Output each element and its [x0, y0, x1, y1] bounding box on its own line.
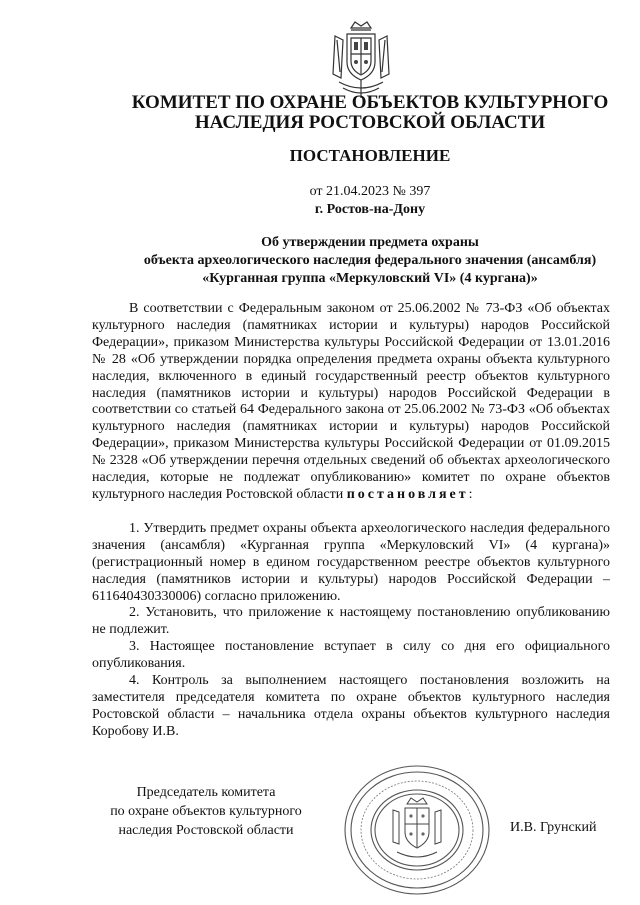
signatory-name: И.В. Грунский — [510, 820, 597, 835]
item-4-paragraph: 4. Контроль за выполнением настоящего постановления возложить на заместителя председателя комитета по охране объектов культурного наследия Ростовской области – начальника отдела охраны объектов культурного наследия Коробову И.В. — [92, 673, 610, 739]
signatory-title-line2: по охране объектов культурного — [110, 804, 302, 819]
preamble-text: В соответствии с Федеральным законом от 25.06.2002 № 73-ФЗ «Об объектах культурного наследия (памятниках истории и культуры) народов Российской Федерации», приказом Министерства культуры Российской Федерации от 13.01.2016 № 28 «Об утверждении порядка определения предмета охраны объекта культурного наследия, включенного в единый государственный реестр объектов культурного наследия (памятников истории и культуры) народов Российской Федерации в соответствии со статьей 64 Федерального закона от 25.06.2002 № 73-ФЗ «Об объектах культурного наследия (памятниках истории и культуры) народов Российской Федерации», приказом Министерства культуры Российской Федерации от 01.09.2015 № 2328 «Об утверждении перечня отдельных сведений об объектах археологического наследия, которые не подлежат опубликованию» комитет по охране объектов культурного наследия Ростовской области — [92, 301, 610, 502]
document-date-number: от 21.04.2023 № 397 — [309, 184, 431, 199]
item-3-paragraph: 3. Настоящее постановление вступает в силу со дня его официального опубликования. — [92, 639, 610, 672]
organization-name-line2: НАСЛЕДИЯ РОСТОВСКОЙ ОБЛАСТИ — [194, 112, 546, 133]
subject-line1: Об утверждении предмета охраны — [261, 235, 479, 250]
item-2-paragraph: 2. Установить, что приложение к настоящему постановлению опубликованию не подлежит. — [92, 605, 610, 638]
subject-line3: «Курганная группа «Меркуловский VI» (4 кургана)» — [202, 271, 538, 286]
organization-name-line1: КОМИТЕТ ПО ОХРАНЕ ОБЪЕКТОВ КУЛЬТУРНОГО — [131, 92, 609, 113]
decree-colon: : — [468, 486, 473, 502]
document-city: г. Ростов-на-Дону — [314, 202, 426, 217]
subject-line2: объекта археологического наследия федерального значения (ансамбля) — [143, 253, 597, 268]
coat-of-arms-icon — [325, 18, 397, 102]
preamble-paragraph — [92, 301, 610, 504]
item-1-paragraph: 1. Утвердить предмет охраны объекта археологического наследия федерального значения (ансамбля) «Курганная группа «Меркуловский VI» (4 кургана)» (регистрационный номер в едином государственном реестре объектов культурного наследия (памятников истории и культуры) народов Российской Федерации – 611640430330006) согласно приложению. — [92, 520, 610, 604]
signatory-title-line1: Председатель комитета — [136, 785, 276, 800]
signatory-title-line3: наследия Ростовской области — [118, 823, 294, 838]
document-body — [92, 301, 610, 741]
official-seal-icon — [341, 762, 493, 898]
decree-word: постановляет — [346, 486, 469, 502]
signatory-title — [96, 783, 316, 840]
document-type: ПОСТАНОВЛЕНИЕ — [289, 146, 451, 165]
